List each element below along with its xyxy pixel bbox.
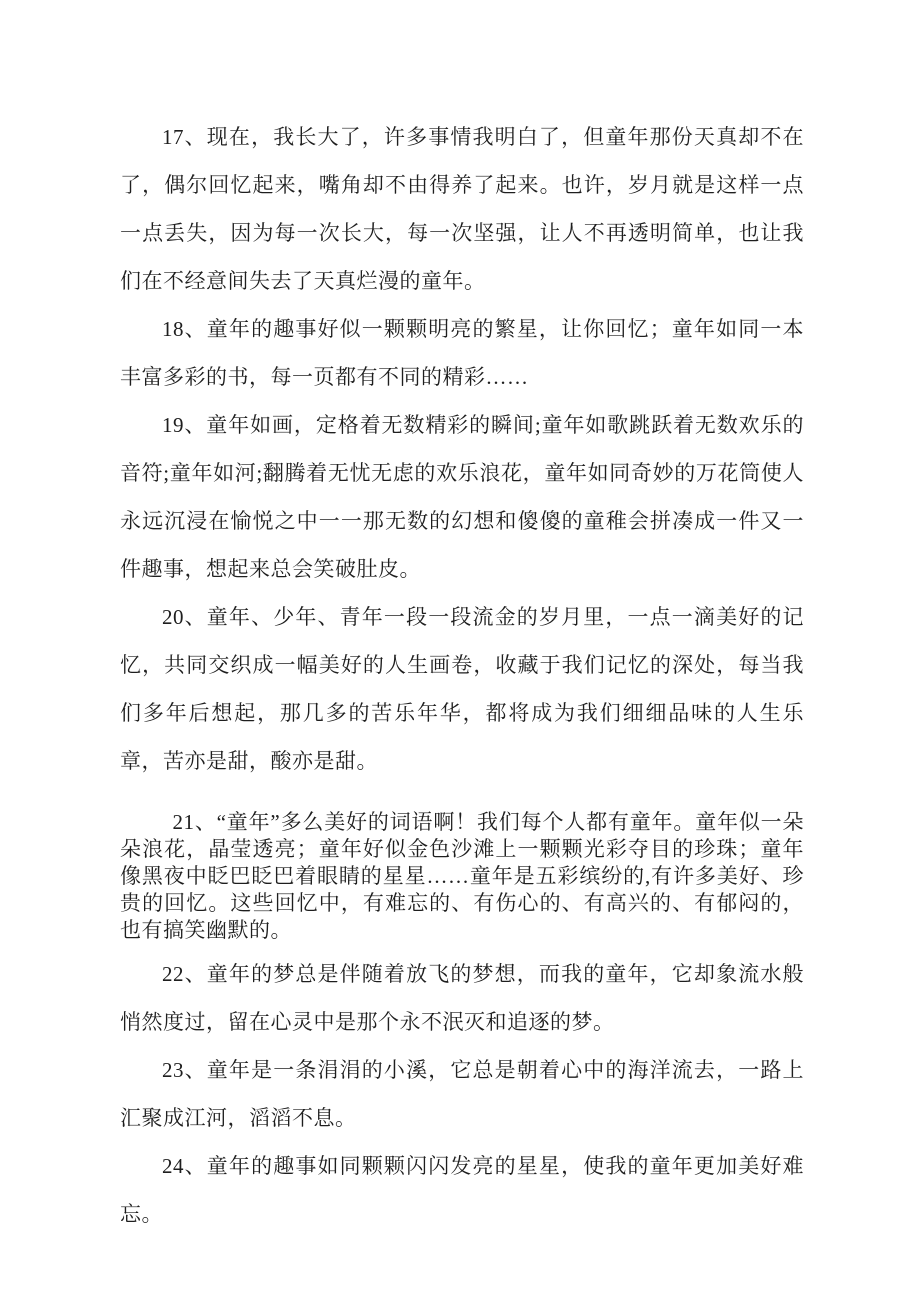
paragraph-22: 22、童年的梦总是伴随着放飞的梦想，而我的童年，它却象流水般悄然度过，留在心灵中是那个永不泯灭和追逐的梦。 [120,962,804,1034]
paragraph-17: 17、现在，我长大了，许多事情我明白了，但童年那份天真却不在了，偶尔回忆起来，嘴角却不由得养了起来。也许，岁月就是这样一点一点丢失，因为每一次长大，每一次坚强，让人不再透明简单，也让我们在不经意间失去了天真烂漫的童年。 [120,125,804,293]
paragraph-21: 21、“童年”多么美好的词语啊！我们每个人都有童年。童年似一朵朵浪花，晶莹透亮；童年好似金色沙滩上一颗颗光彩夺目的珍珠；童年像黑夜中眨巴眨巴着眼睛的星星……童年是五彩缤纷的,有许多美好、珍贵的回忆。这些回忆中，有难忘的、有伤心的、有高兴的、有郁闷的，也有搞笑幽默的。 [120,810,804,942]
paragraph-23: 23、童年是一条涓涓的小溪，它总是朝着心中的海洋流去，一路上汇聚成江河，滔滔不息。 [120,1058,804,1130]
paragraph-18: 18、童年的趣事好似一颗颗明亮的繁星，让你回忆；童年如同一本丰富多彩的书，每一页都有不同的精彩…… [120,317,804,389]
paragraph-24: 24、童年的趣事如同颗颗闪闪发亮的星星，使我的童年更加美好难忘。 [120,1154,804,1226]
paragraph-19: 19、童年如画，定格着无数精彩的瞬间;童年如歌跳跃着无数欢乐的音符;童年如河;翻腾着无忧无虑的欢乐浪花，童年如同奇妙的万花筒使人永远沉浸在愉悦之中一一那无数的幻想和傻傻的童稚会拼凑成一件又一件趣事，想起来总会笑破肚皮。 [120,413,804,581]
paragraph-20: 20、童年、少年、青年一段一段流金的岁月里，一点一滴美好的记忆，共同交织成一幅美好的人生画卷，收藏于我们记忆的深处，每当我们多年后想起，那几多的苦乐年华，都将成为我们细细品味的人生乐章，苦亦是甜，酸亦是甜。 [120,605,804,773]
